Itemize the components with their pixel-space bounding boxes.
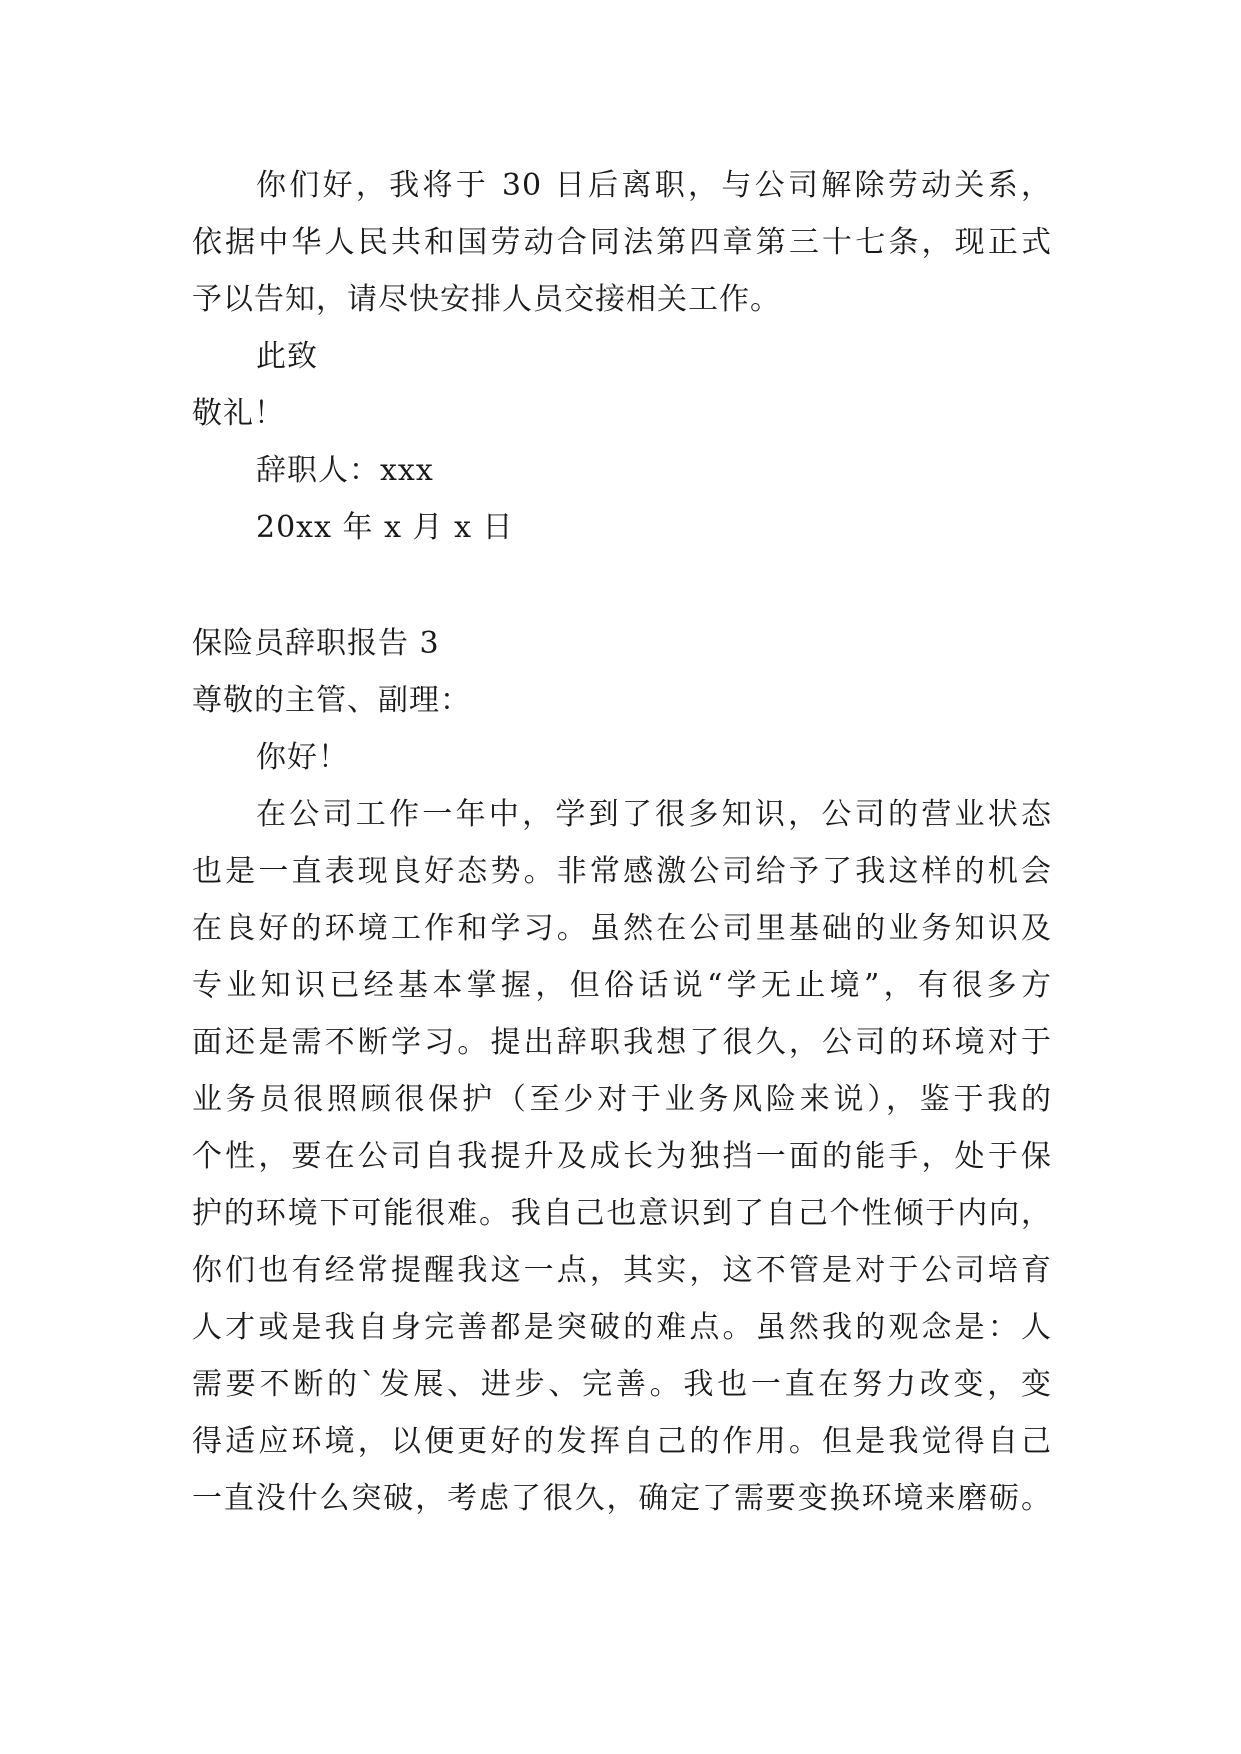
- letter2-body-line-3: 在良好的环境工作和学习。虽然在公司里基础的业务知识及: [192, 911, 1052, 946]
- letter2-body-line-2: 也是一直表现良好态势。非常感激公司给予了我这样的机会: [192, 854, 1052, 889]
- letter2-greeting: 你好！: [256, 740, 349, 775]
- letter1-closing: 此致: [256, 339, 318, 374]
- letter2-body-line-5: 面还是需不断学习。提出辞职我想了很久，公司的环境对于: [192, 1025, 1052, 1060]
- letter2-body-line-11: 需要不断的`发展、进步、完善。我也一直在努力改变，变: [192, 1367, 1052, 1402]
- letter2-recipient: 尊敬的主管、副理：: [192, 683, 471, 718]
- letter1-date: 20xx 年 x 月 x 日: [256, 510, 514, 545]
- letter1-body-line-2: 依据中华人民共和国劳动合同法第四章第三十七条，现正式: [192, 225, 1052, 260]
- letter1-salute: 敬礼！: [192, 396, 285, 431]
- letter1-body-line-3: 予以告知，请尽快安排人员交接相关工作。: [192, 282, 781, 317]
- letter2-body-line-7: 个性，要在公司自我提升及成长为独挡一面的能手，处于保: [192, 1139, 1052, 1174]
- letter2-body-line-9: 你们也有经常提醒我这一点，其实，这不管是对于公司培育: [192, 1253, 1052, 1288]
- letter1-signer: 辞职人：xxx: [256, 453, 434, 488]
- letter2-body-line-10: 人才或是我自身完善都是突破的难点。虽然我的观念是：人: [192, 1310, 1052, 1345]
- letter2-body-line-1: 在公司工作一年中，学到了很多知识，公司的营业状态: [256, 797, 1052, 832]
- letter2-body-line-6: 业务员很照顾很保护（至少对于业务风险来说），鉴于我的: [192, 1082, 1052, 1117]
- letter2-body-line-13: 一直没什么突破，考虑了很久，确定了需要变换环境来磨砺。: [192, 1481, 1052, 1516]
- letter2-body-line-4: 专业知识已经基本掌握，但俗话说“学无止境”，有很多方: [192, 968, 1052, 1003]
- letter2-title: 保险员辞职报告 3: [192, 626, 440, 661]
- letter1-body-line-1: 你们好，我将于 30 日后离职，与公司解除劳动关系，: [256, 168, 1052, 203]
- letter2-body-line-8: 护的环境下可能很难。我自己也意识到了自己个性倾于内向，: [192, 1196, 1052, 1231]
- letter2-body-line-12: 得适应环境，以便更好的发挥自己的作用。但是我觉得自己: [192, 1424, 1052, 1459]
